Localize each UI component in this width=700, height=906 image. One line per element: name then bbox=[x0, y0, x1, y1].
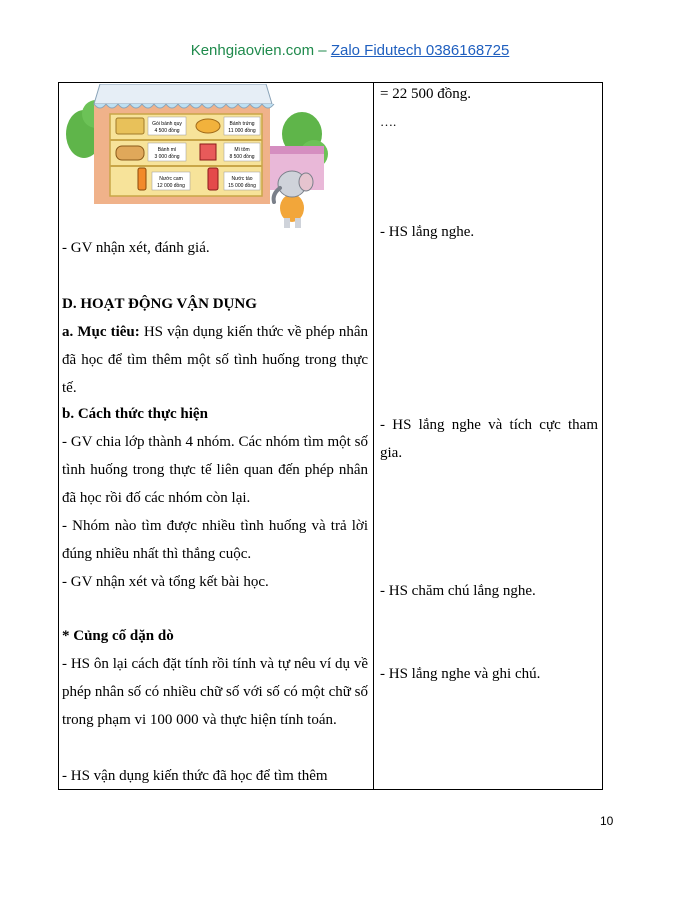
column-divider bbox=[373, 82, 374, 790]
elephant-leg-2 bbox=[295, 218, 301, 228]
method-title: b. Cách thức thực hiện bbox=[62, 406, 208, 422]
elephant-trunk bbox=[274, 188, 280, 202]
elephant-leg-1 bbox=[284, 218, 290, 228]
tag-5-name: Nước cam bbox=[159, 176, 183, 182]
tag-2-name: Bánh trứng bbox=[229, 121, 255, 127]
gv-comment: - GV nhận xét, đánh giá. bbox=[62, 240, 210, 256]
objective-paragraph bbox=[62, 318, 368, 402]
elephant-ear bbox=[299, 173, 313, 191]
awning bbox=[94, 84, 272, 104]
tag-1-name: Gói bánh quy bbox=[152, 121, 182, 127]
noodle-cup bbox=[200, 144, 216, 160]
right-result: = 22 500 đồng. bbox=[380, 86, 471, 102]
page-number: 10 bbox=[600, 814, 614, 828]
right-ellipsis: …. bbox=[380, 114, 397, 129]
tag-2-price: 11 000 đồng bbox=[228, 128, 256, 134]
method-step-2: - Nhóm nào tìm được nhiều tình huống và trả lời đúng nhiều nhất thì thắng cuộc. bbox=[62, 518, 368, 562]
header-zalo-link[interactable]: Zalo Fidutech 0386168725 bbox=[330, 42, 510, 59]
tag-3-price: 3 000 đồng bbox=[154, 154, 180, 160]
egg-tart bbox=[196, 119, 220, 133]
right-response-2: - HS lắng nghe và tích cực tham gia. bbox=[380, 417, 598, 461]
cung-co-item-1: - HS ôn lại cách đặt tính rồi tính và tự nêu ví dụ về phép nhân số có nhiều chữ số với số có một chữ số trong phạm vi 100 000 và thực hiện tính toán. bbox=[62, 656, 368, 728]
shop-illustration bbox=[66, 84, 328, 230]
tag-3-name: Bánh mì bbox=[157, 147, 177, 153]
bread bbox=[116, 146, 144, 160]
objective-text: HS vận dụng kiến thức về phép nhân đã học để tìm thêm một số tình huống trong thực tế. bbox=[62, 324, 368, 396]
cung-co-item-2: - HS vận dụng kiến thức đã học để tìm thêm bbox=[62, 768, 328, 784]
header-site: Kenhgiaovien.com bbox=[190, 42, 315, 59]
cung-co-title: * Củng cố dặn dò bbox=[62, 628, 174, 644]
method-step-3: - GV nhận xét và tổng kết bài học. bbox=[62, 574, 269, 590]
right-response-4: - HS lắng nghe và ghi chú. bbox=[380, 666, 541, 682]
elephant-body bbox=[280, 194, 304, 222]
tag-1-price: 4 500 đồng bbox=[154, 128, 180, 134]
header-separator: – bbox=[314, 42, 331, 59]
objective-label: a. Mục tiêu: bbox=[62, 324, 140, 340]
page-header bbox=[0, 42, 700, 59]
tag-6-name: Nước táo bbox=[231, 176, 253, 182]
tag-4-price: 8 500 đồng bbox=[229, 154, 255, 160]
right-response-3: - HS chăm chú lắng nghe. bbox=[380, 583, 536, 599]
right-response-1: - HS lắng nghe. bbox=[380, 224, 475, 240]
side-building-roof bbox=[262, 146, 324, 154]
tag-5-price: 12 000 đồng bbox=[157, 183, 185, 189]
orange-juice-bottle bbox=[138, 168, 146, 190]
awning-scallop bbox=[94, 104, 274, 108]
tag-4-name: Mì tôm bbox=[234, 147, 250, 153]
cookie-pack bbox=[116, 118, 144, 134]
section-title: D. HOẠT ĐỘNG VẬN DỤNG bbox=[62, 296, 257, 312]
method-step-1: - GV chia lớp thành 4 nhóm. Các nhóm tìm một số tình huống trong thực tế liên quan đến phép nhân đã học rồi đố các nhóm còn lại. bbox=[62, 434, 368, 506]
tag-6-price: 15 000 đồng bbox=[228, 183, 256, 189]
apple-juice-bottle bbox=[208, 168, 218, 190]
